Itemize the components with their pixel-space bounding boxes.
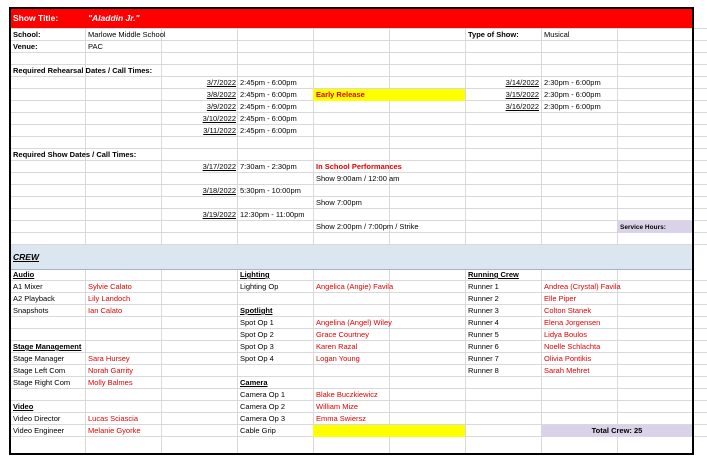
crew-role[interactable]: Runner 7 xyxy=(468,354,499,363)
show-title-label: Show Title: xyxy=(13,13,59,23)
show-date[interactable]: 3/17/2022 xyxy=(202,162,236,171)
rehearsal-time[interactable]: 2:45pm - 6:00pm xyxy=(240,102,297,111)
lighting-heading: Lighting xyxy=(240,270,270,279)
crew-role[interactable]: Spot Op 3 xyxy=(240,342,274,351)
show-note[interactable]: Show 9:00am / 12:00 am xyxy=(316,174,400,183)
crew-role[interactable]: Video Engineer xyxy=(13,426,65,435)
crew-role[interactable]: Runner 3 xyxy=(468,306,499,315)
crew-name[interactable]: Melanie Gyorke xyxy=(88,426,141,435)
rehearsal-date[interactable]: 3/10/2022 xyxy=(202,114,236,123)
rehearsal-time[interactable]: 2:30pm - 6:00pm xyxy=(544,78,601,87)
crew-name[interactable]: Lily Landoch xyxy=(88,294,131,303)
crew-name[interactable]: Sara Hursey xyxy=(88,354,130,363)
crew-name[interactable]: Andrea (Crystal) Favila xyxy=(544,282,621,291)
crew-role[interactable]: Runner 6 xyxy=(468,342,499,351)
crew-name[interactable]: Blake Buczkiewicz xyxy=(316,390,378,399)
show-time[interactable]: 7:30am - 2:30pm xyxy=(240,162,297,171)
rehearsal-date[interactable]: 3/15/2022 xyxy=(505,90,539,99)
crew-heading: CREW xyxy=(13,252,39,262)
venue-label: Venue: xyxy=(13,42,38,51)
show-date[interactable]: 3/19/2022 xyxy=(202,210,236,219)
sheet-border xyxy=(9,7,694,455)
rehearsal-date[interactable]: 3/8/2022 xyxy=(206,90,236,99)
type-value[interactable]: Musical xyxy=(544,30,570,39)
crew-name[interactable]: Lucas Sciascia xyxy=(88,414,139,423)
rehearsal-date[interactable]: 3/9/2022 xyxy=(206,102,236,111)
show-note[interactable]: Show 7:00pm xyxy=(316,198,362,207)
crew-role[interactable]: Cable Grip xyxy=(240,426,276,435)
show-date[interactable]: 3/18/2022 xyxy=(202,186,236,195)
crew-role[interactable]: A1 Mixer xyxy=(13,282,43,291)
crew-role[interactable]: Runner 1 xyxy=(468,282,499,291)
crew-role[interactable]: Video Director xyxy=(13,414,61,423)
service-hours-label[interactable]: Service Hours: xyxy=(620,224,666,231)
crew-role[interactable]: Stage Manager xyxy=(13,354,65,363)
show-time[interactable]: 5:30pm - 10:00pm xyxy=(240,186,301,195)
rehearsal-date[interactable]: 3/7/2022 xyxy=(206,78,236,87)
crew-role[interactable]: Stage Right Com xyxy=(13,378,71,387)
crew-role[interactable]: Stage Left Com xyxy=(13,366,66,375)
crew-role[interactable]: Camera Op 2 xyxy=(240,402,286,411)
early-release-note[interactable]: Early Release xyxy=(316,90,365,99)
crew-name[interactable]: William Mize xyxy=(316,402,359,411)
rehearsal-time[interactable]: 2:45pm - 6:00pm xyxy=(240,126,297,135)
crew-role[interactable]: Spot Op 4 xyxy=(240,354,274,363)
crew-role[interactable]: Runner 4 xyxy=(468,318,499,327)
show-note[interactable]: In School Performances xyxy=(316,162,402,171)
rehearsal-heading: Required Rehearsal Dates / Call Times: xyxy=(13,66,153,75)
crew-name[interactable]: Emma Swiersz xyxy=(316,414,367,423)
rehearsal-time[interactable]: 2:45pm - 6:00pm xyxy=(240,114,297,123)
show-note[interactable]: Show 2:00pm / 7:00pm / Strike xyxy=(316,222,419,231)
crew-name[interactable]: Logan Young xyxy=(316,354,360,363)
spotlight-heading: Spotlight xyxy=(240,306,273,315)
shows-heading: Required Show Dates / Call Times: xyxy=(13,150,137,159)
crew-role[interactable]: Runner 8 xyxy=(468,366,499,375)
crew-name[interactable]: Sarah Mehret xyxy=(544,366,590,375)
stage-management-heading: Stage Management xyxy=(13,342,82,351)
rehearsal-date[interactable]: 3/16/2022 xyxy=(505,102,539,111)
crew-name[interactable]: Molly Balmes xyxy=(88,378,133,387)
venue-value[interactable]: PAC xyxy=(88,42,103,51)
crew-role[interactable]: Lighting Op xyxy=(240,282,279,291)
crew-role[interactable]: A2 Playback xyxy=(13,294,55,303)
crew-name[interactable]: Ian Calato xyxy=(88,306,123,315)
audio-heading: Audio xyxy=(13,270,35,279)
show-title[interactable]: "Aladdin Jr." xyxy=(88,13,140,23)
camera-heading: Camera xyxy=(240,378,268,387)
school-label: School: xyxy=(13,30,41,39)
crew-name[interactable]: Elena Jorgensen xyxy=(544,318,601,327)
total-crew[interactable]: Total Crew: 25 xyxy=(591,426,643,435)
crew-role[interactable]: Spot Op 1 xyxy=(240,318,274,327)
rehearsal-time[interactable]: 2:45pm - 6:00pm xyxy=(240,78,297,87)
crew-role[interactable]: Runner 5 xyxy=(468,330,499,339)
crew-name[interactable]: Angelica (Angie) Favila xyxy=(316,282,394,291)
crew-name[interactable]: Grace Courtney xyxy=(316,330,369,339)
rehearsal-time[interactable]: 2:30pm - 6:00pm xyxy=(544,102,601,111)
crew-name[interactable]: Norah Garrity xyxy=(88,366,134,375)
rehearsal-date[interactable]: 3/14/2022 xyxy=(505,78,539,87)
crew-name[interactable]: Angelina (Angel) Wiley xyxy=(316,318,392,327)
crew-name[interactable]: Elle Piper xyxy=(544,294,577,303)
rehearsal-date[interactable]: 3/11/2022 xyxy=(203,126,236,135)
crew-name[interactable]: Lidya Boulos xyxy=(544,330,587,339)
crew-name[interactable]: Olivia Pontikis xyxy=(544,354,592,363)
crew-role[interactable]: Spot Op 2 xyxy=(240,330,274,339)
running-crew-heading: Running Crew xyxy=(468,270,519,279)
crew-name[interactable]: Karen Razal xyxy=(316,342,358,351)
crew-role[interactable]: Camera Op 3 xyxy=(240,414,286,423)
crew-name[interactable]: Colton Stanek xyxy=(544,306,592,315)
rehearsal-time[interactable]: 2:30pm - 6:00pm xyxy=(544,90,601,99)
video-heading: Video xyxy=(13,402,34,411)
show-time[interactable]: 12:30pm - 11:00pm xyxy=(240,210,305,219)
crew-role[interactable]: Camera Op 1 xyxy=(240,390,286,399)
rehearsal-time[interactable]: 2:45pm - 6:00pm xyxy=(240,90,297,99)
school-value[interactable]: Marlowe Middle School xyxy=(88,30,166,39)
crew-role[interactable]: Snapshots xyxy=(13,306,49,315)
crew-role[interactable]: Runner 2 xyxy=(468,294,499,303)
crew-name[interactable]: Sylvie Calato xyxy=(88,282,132,291)
type-label: Type of Show: xyxy=(468,30,519,39)
crew-name[interactable]: Noelle Schlachta xyxy=(544,342,601,351)
